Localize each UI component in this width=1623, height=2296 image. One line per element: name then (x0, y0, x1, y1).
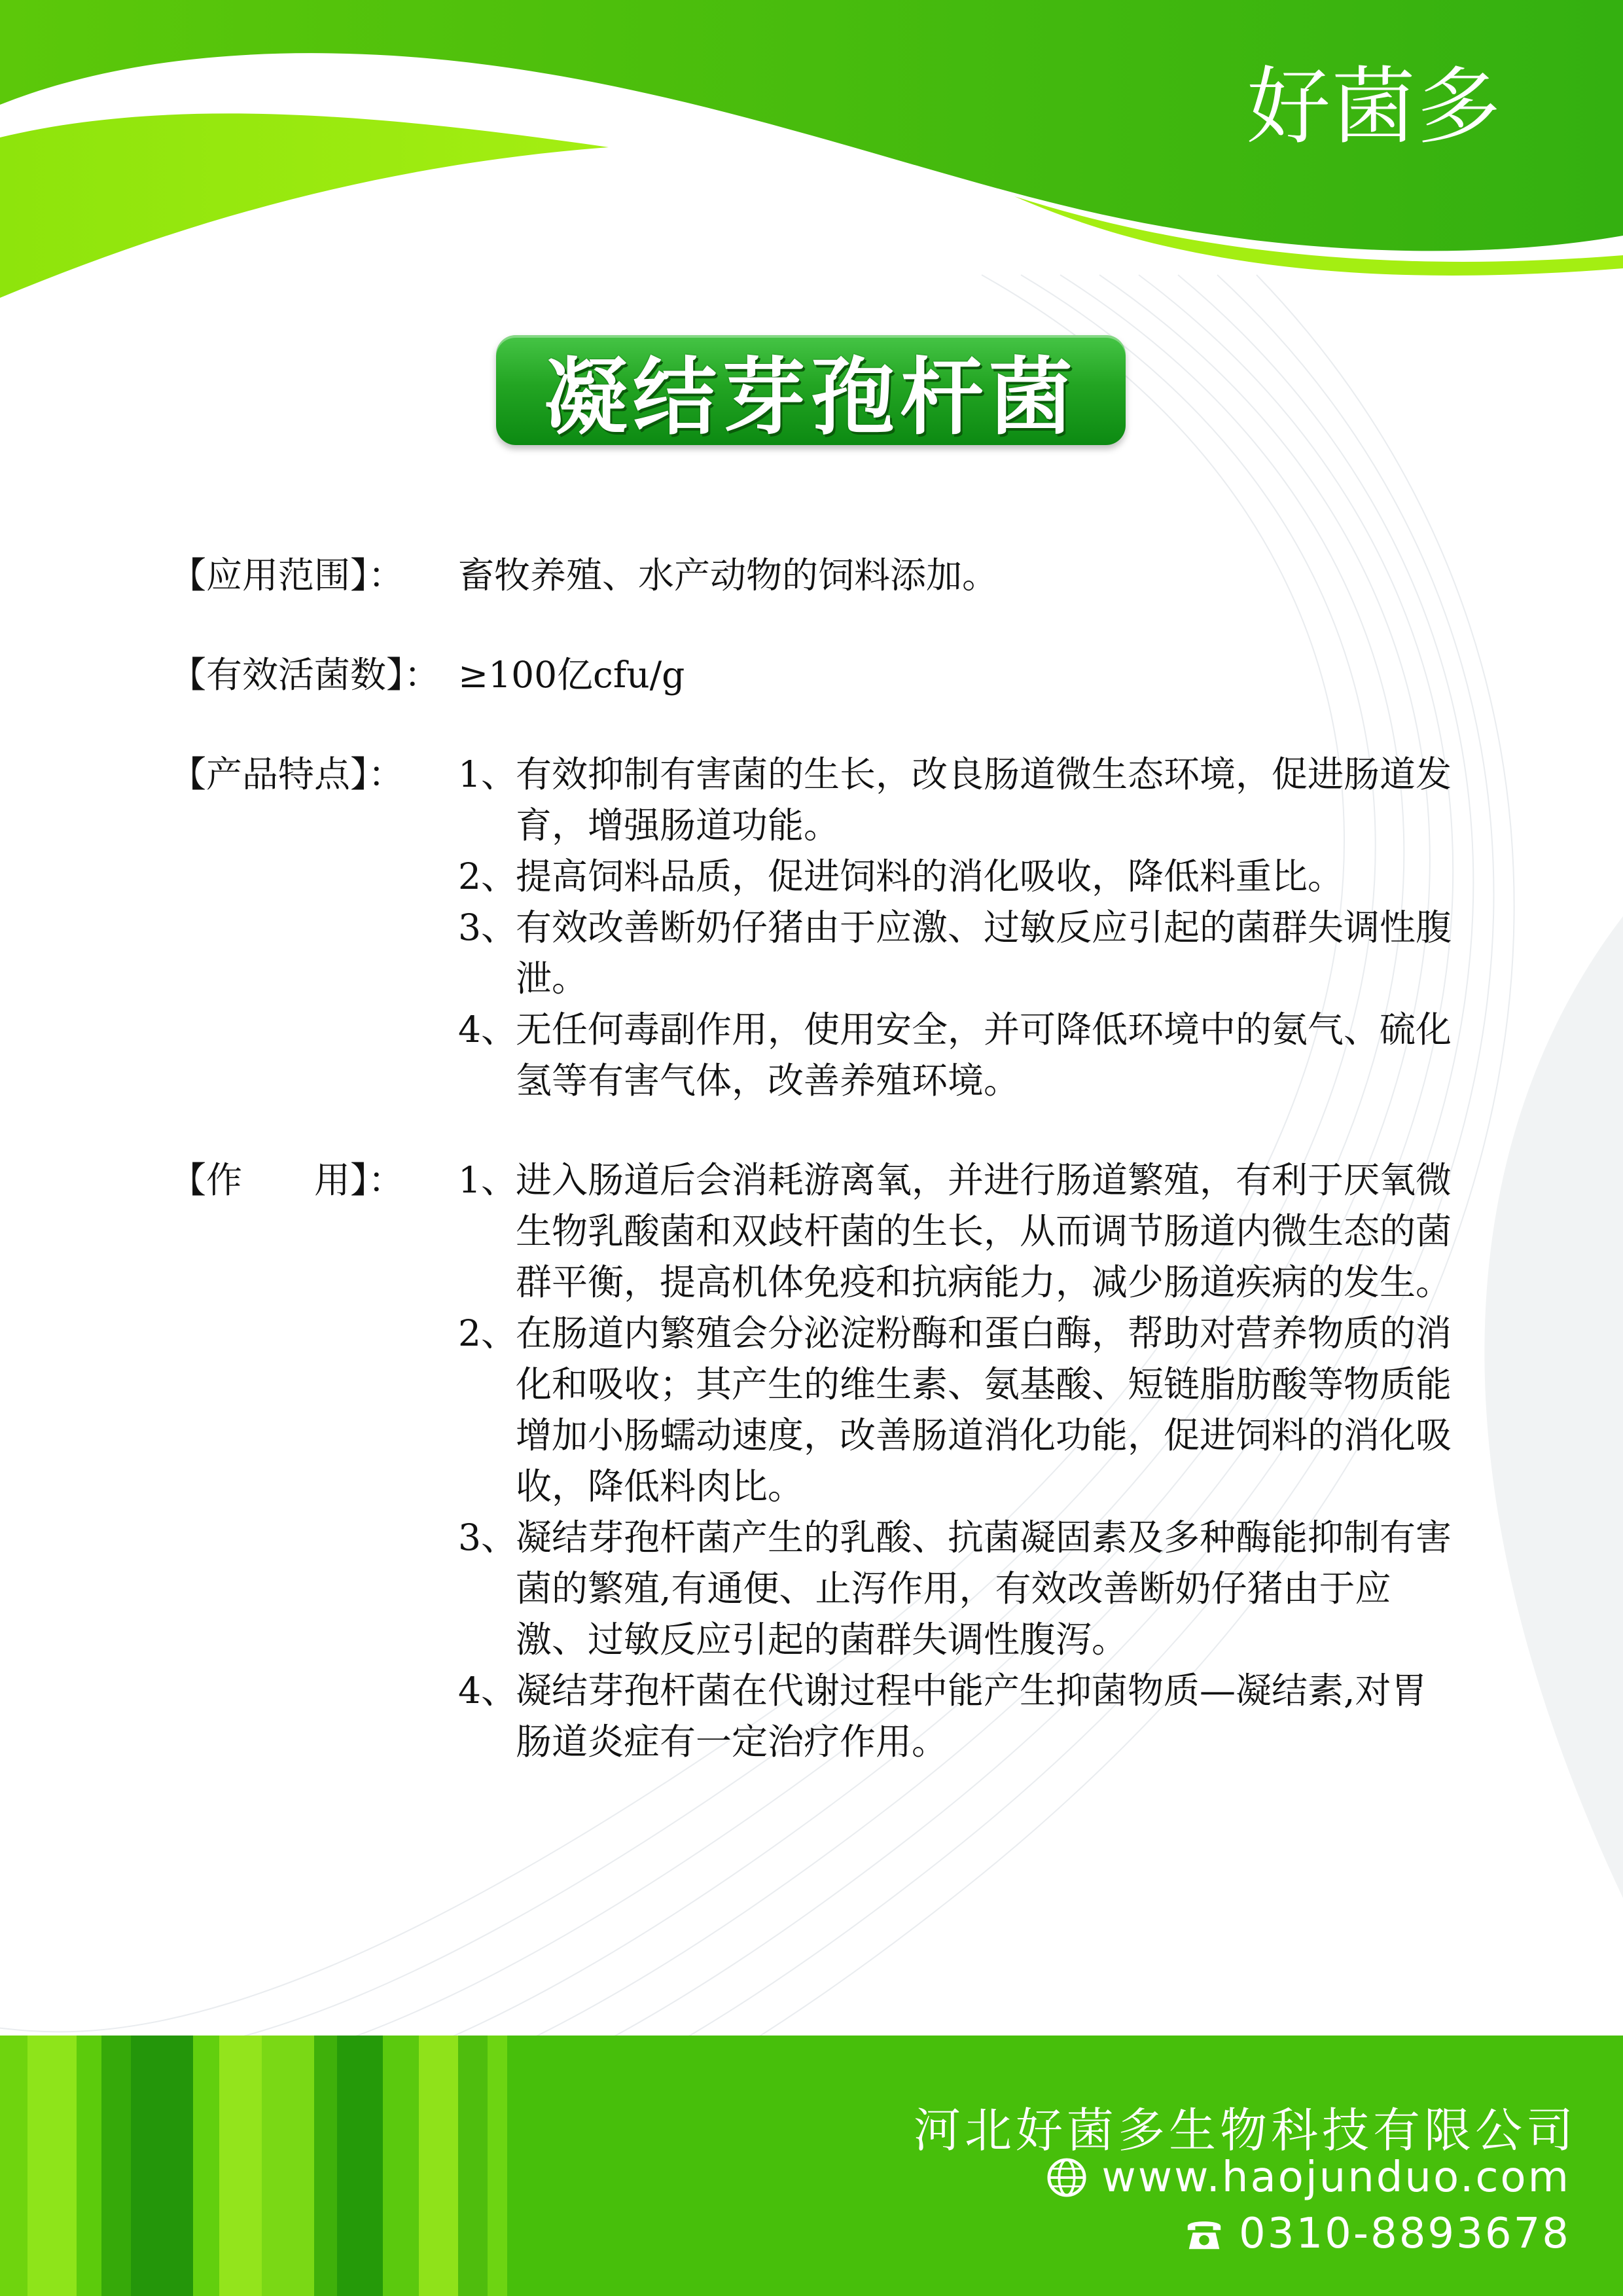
list-item (458, 902, 1453, 1004)
section-label: 【有效活菌数】： (170, 654, 440, 696)
globe-icon (1046, 2157, 1087, 2198)
item-text: 进入肠道后会消耗游离氧，并进行肠道繁殖，有利于厌氧微生物乳酸菌和双歧杆菌的生长，从而调节肠道内微生态的菌群平衡，提高机体免疫和抗病能力，减少肠道疾病的发生。 (516, 1159, 1452, 1303)
section-text: 畜牧养殖、水产动物的饲料添加。 (458, 554, 999, 596)
item-text: 无任何毒副作用，使用安全，并可降低环境中的氨气、硫化氢等有害气体，改善养殖环境。 (516, 1009, 1452, 1102)
section-list (458, 1155, 1453, 1767)
telephone-icon (1184, 2214, 1224, 2254)
section-text: ≥100亿cfu/g (458, 654, 685, 696)
list-item (458, 1308, 1453, 1512)
item-number: 4、 (458, 1670, 517, 1712)
section-label: 【产品特点】： (170, 753, 404, 795)
item-text: 在肠道内繁殖会分泌淀粉酶和蛋白酶，帮助对营养物质的消化和吸收；其产生的维生素、氨基酸、短链脂肪酸等物质能增加小肠蠕动速度，改善肠道消化功能，促进饲料的消化吸收，降低料肉比。 (516, 1312, 1452, 1507)
item-text: 有效抑制有害菌的生长，改良肠道微生态环境，促进肠道发育，增强肠道功能。 (516, 753, 1452, 846)
item-number: 3、 (458, 906, 517, 948)
website-text[interactable]: www.haojunduo.com (1101, 2153, 1571, 2202)
item-text: 有效改善断奶仔猪由于应激、过敏反应引起的菌群失调性腹泄。 (516, 906, 1452, 999)
list-item (458, 1512, 1453, 1665)
item-number: 2、 (458, 1312, 517, 1354)
list-item (458, 1155, 1453, 1308)
item-number: 3、 (458, 1516, 517, 1558)
header-lime-wave (0, 113, 609, 298)
phone-line (1184, 2210, 1571, 2258)
section-label: 【应用范围】： (170, 554, 404, 596)
section-label: 【作 用】： (170, 1159, 404, 1201)
list-item (458, 1665, 1453, 1767)
item-text: 凝结芽孢杆菌在代谢过程中能产生抑菌物质—凝结素,对胃肠道炎症有一定治疗作用。 (516, 1670, 1427, 1763)
item-number: 1、 (458, 753, 517, 795)
brand-logo-text: 好菌多 (1246, 58, 1502, 156)
section-application (170, 550, 1453, 601)
item-text: 凝结芽孢杆菌产生的乳酸、抗菌凝固素及多种酶能抑制有害菌的繁殖,有通便、止泻作用，有效改善断奶仔猪由于应激、过敏反应引起的菌群失调性腹泻。 (516, 1516, 1452, 1660)
section-viable-count (170, 649, 1453, 700)
item-number: 4、 (458, 1009, 517, 1050)
item-text: 提高饲料品质，促进饲料的消化吸收，降低料重比。 (516, 855, 1344, 897)
product-description (170, 550, 1453, 1767)
section-list (458, 749, 1453, 1106)
section-features (170, 749, 1453, 1106)
list-item (458, 749, 1453, 851)
title-banner (496, 335, 1126, 445)
section-functions (170, 1155, 1453, 1767)
page-title: 凝结芽孢杆菌 (543, 349, 1078, 446)
item-number: 1、 (458, 1159, 517, 1201)
item-number: 2、 (458, 855, 517, 897)
company-name: 河北好菌多生物科技有限公司 (913, 2103, 1577, 2158)
list-item (458, 851, 1453, 902)
list-item (458, 1004, 1453, 1106)
website-line (1046, 2153, 1571, 2202)
phone-text[interactable]: 0310-8893678 (1239, 2210, 1571, 2258)
